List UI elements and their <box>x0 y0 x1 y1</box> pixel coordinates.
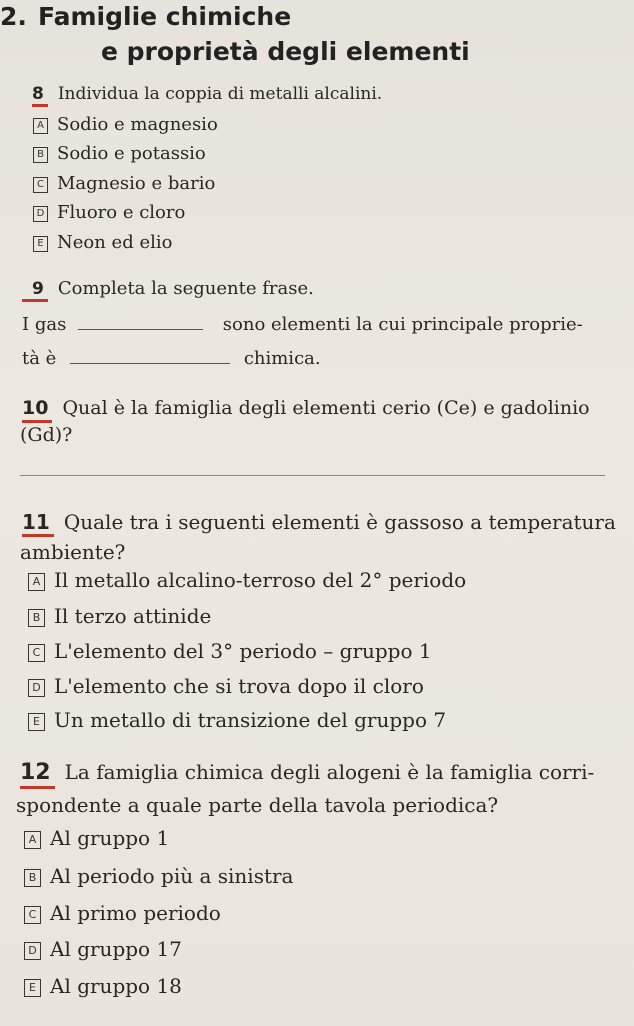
fill-text-start: I gas <box>22 314 67 335</box>
section-number: 2. <box>0 2 27 31</box>
option-letter: A <box>28 573 45 591</box>
section-title-line2: e proprietà degli elementi <box>101 37 470 66</box>
question-number: 12 <box>20 760 55 789</box>
option-a[interactable] <box>28 568 466 592</box>
option-letter: D <box>33 206 48 222</box>
option-c[interactable] <box>33 173 215 194</box>
question-11 <box>22 510 616 537</box>
question-number: 9 <box>22 279 48 302</box>
option-letter: D <box>24 942 41 960</box>
question-text: Individua la coppia di metalli alcalini. <box>57 84 383 104</box>
blank-input-1[interactable] <box>78 329 203 330</box>
question-text-line2: spondente a quale parte della tavola periodica? <box>16 793 499 817</box>
option-text: Al periodo più a sinistra <box>50 864 294 888</box>
option-b[interactable] <box>33 143 206 164</box>
option-d[interactable] <box>28 674 424 698</box>
question-number: 10 <box>22 397 52 423</box>
option-c[interactable] <box>24 901 221 925</box>
option-text: Sodio e potassio <box>57 143 206 164</box>
option-letter: C <box>24 906 41 924</box>
fill-text-end: chimica. <box>243 348 321 369</box>
option-text: L'elemento del 3° periodo – gruppo 1 <box>54 639 432 663</box>
option-letter: E <box>28 713 45 731</box>
fill-text-end: sono elementi la cui principale proprie- <box>222 314 583 335</box>
blank-input-2[interactable] <box>70 363 230 364</box>
option-e[interactable] <box>24 974 182 998</box>
question-text-line1: Quale tra i seguenti elementi è gassoso a temperatura <box>63 510 616 534</box>
question-number: 8 <box>32 84 48 107</box>
question-9 <box>22 278 314 302</box>
question-text-line1: Qual è la famiglia degli elementi cerio (Ce) e gadolinio <box>62 397 590 419</box>
question-8 <box>32 84 382 107</box>
fill-line-1 <box>22 314 583 335</box>
question-text-line1: La famiglia chimica degli alogeni è la famiglia corri- <box>64 760 595 784</box>
option-letter: B <box>28 609 45 627</box>
option-d[interactable] <box>24 937 182 961</box>
question-10 <box>22 397 590 423</box>
option-text: Il terzo attinide <box>54 604 212 628</box>
section-title <box>0 2 292 31</box>
fill-text-start: tà è <box>22 348 57 369</box>
option-d[interactable] <box>33 202 185 223</box>
option-b[interactable] <box>28 604 211 628</box>
option-letter: C <box>33 177 48 193</box>
question-number: 11 <box>22 510 54 537</box>
option-text: Al gruppo 18 <box>50 974 182 998</box>
option-text: Al gruppo 1 <box>50 826 170 850</box>
option-letter: B <box>33 147 48 163</box>
option-text: Un metallo di transizione del gruppo 7 <box>54 708 447 732</box>
option-text: L'elemento che si trova dopo il cloro <box>54 674 424 698</box>
answer-line[interactable] <box>20 475 605 476</box>
option-text: Neon ed elio <box>57 232 173 253</box>
option-e[interactable] <box>28 708 446 732</box>
option-e[interactable] <box>33 232 172 253</box>
option-letter: E <box>33 236 48 252</box>
option-a[interactable] <box>33 114 218 135</box>
option-text: Sodio e magnesio <box>57 114 218 135</box>
option-text: Al gruppo 17 <box>50 937 182 961</box>
question-text: Completa la seguente frase. <box>57 278 314 299</box>
option-letter: A <box>24 831 41 849</box>
option-a[interactable] <box>24 826 169 850</box>
fill-line-2 <box>22 348 321 369</box>
option-letter: A <box>33 118 48 134</box>
option-letter: C <box>28 644 45 662</box>
section-title-line1: Famiglie chimiche <box>38 2 292 31</box>
option-c[interactable] <box>28 639 432 663</box>
option-text: Magnesio e bario <box>57 173 216 194</box>
option-letter: B <box>24 869 41 887</box>
question-text-line2: ambiente? <box>20 540 126 564</box>
option-text: Al primo periodo <box>50 901 221 925</box>
option-b[interactable] <box>24 864 293 888</box>
question-text-line2: (Gd)? <box>20 424 73 446</box>
option-text: Fluoro e cloro <box>57 202 186 223</box>
option-letter: E <box>24 979 41 997</box>
question-12 <box>20 760 594 789</box>
option-text: Il metallo alcalino-terroso del 2° periodo <box>54 568 467 592</box>
option-letter: D <box>28 679 45 697</box>
